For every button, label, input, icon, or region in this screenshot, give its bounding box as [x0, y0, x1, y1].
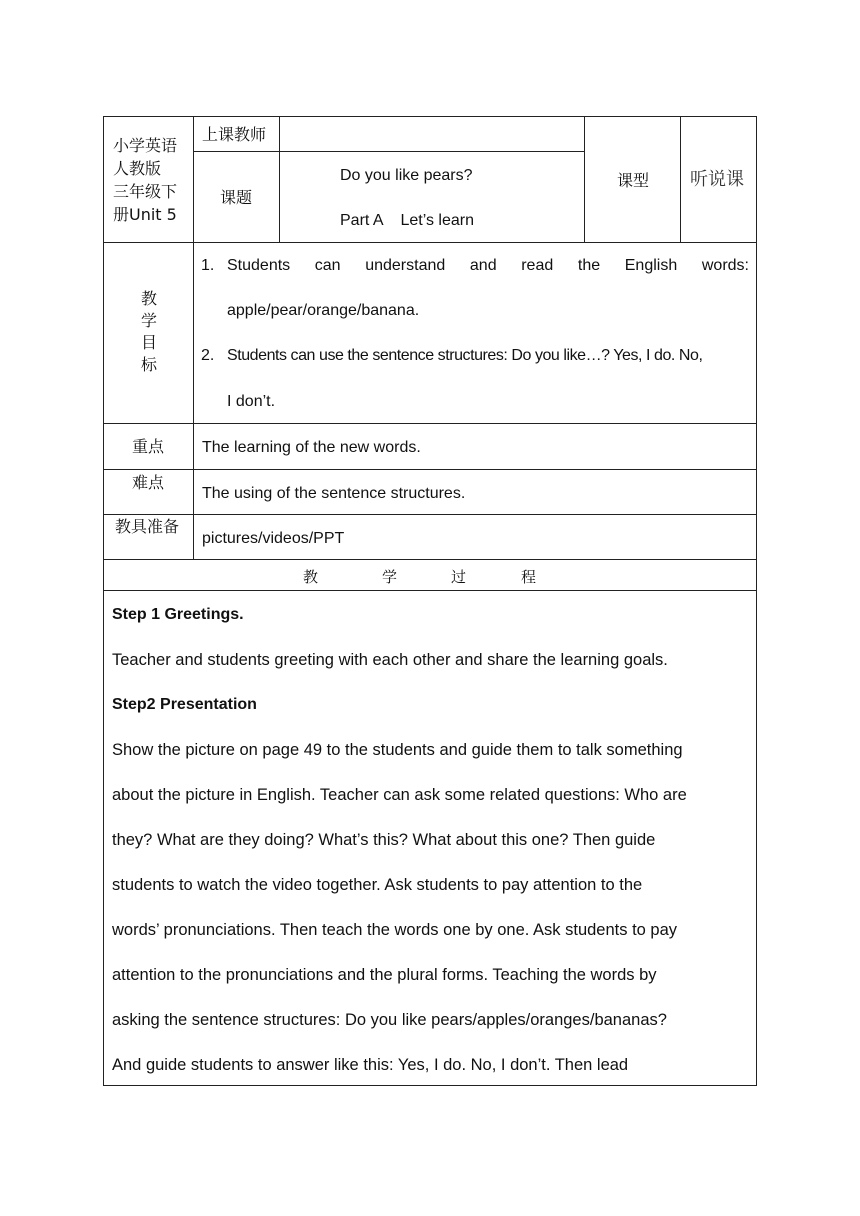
subject-line-3: 三年级下: [113, 182, 178, 201]
objective-1-line-1: Students can understand and read the English words:: [227, 257, 749, 274]
key-point-label-cell: [103, 423, 194, 470]
process-title-char-4: 程: [521, 568, 537, 586]
objective-2-line-2: I don’t.: [227, 393, 276, 410]
step2-title: Step2 Presentation: [112, 696, 257, 713]
subject-line-4: 册Unit 5: [113, 205, 177, 224]
difficulty-label-cell: [103, 469, 194, 515]
step2-line-8: And guide students to answer like this: Yes, I do. No, I don’t. Then lead: [112, 1056, 629, 1074]
objectives-label-char-4: 标: [141, 355, 158, 374]
process-body-cell: [103, 590, 757, 1086]
difficulty-label: 难点: [132, 473, 165, 492]
topic-label-cell: [193, 151, 280, 243]
step2-line-5: words’ pronunciations. Then teach the words one by one. Ask students to pay: [112, 921, 678, 939]
process-title-char-1: 教: [303, 568, 319, 586]
key-point-value-cell: [193, 423, 757, 470]
process-title-char-2: 学: [382, 568, 398, 586]
objective-1-number: 1.: [201, 257, 215, 274]
teacher-label-cell: [193, 116, 280, 152]
step2-line-2: about the picture in English. Teacher can ask some related questions: Who are: [112, 786, 687, 804]
step2-line-4: students to watch the video together. Ask students to pay attention to the: [112, 876, 643, 894]
objectives-label-char-2: 学: [141, 311, 158, 330]
teacher-label: 上课教师: [202, 125, 267, 144]
step2-line-6: attention to the pronunciations and the plural forms. Teaching the words by: [112, 966, 657, 984]
difficulty-value-cell: [193, 469, 757, 515]
subject-cell: [103, 116, 194, 243]
objective-1-line-2: apple/pear/orange/banana.: [227, 302, 420, 319]
step2-line-3: they? What are they doing? What’s this? What about this one? Then guide: [112, 831, 656, 849]
topic-value-cell: [279, 151, 585, 243]
objectives-label-char-3: 目: [141, 333, 158, 352]
teacher-value-cell: [279, 116, 585, 152]
type-value-cell: [680, 116, 757, 243]
topic-line-2: [340, 211, 474, 231]
step2-line-7: asking the sentence structures: Do you like pears/apples/oranges/bananas?: [112, 1011, 667, 1029]
objectives-label-cell: [103, 242, 194, 424]
objective-2-number: 2.: [201, 347, 215, 364]
materials-label: 教具准备: [115, 517, 180, 536]
objectives-label-char-1: 教: [141, 289, 158, 308]
process-title-char-3: 过: [451, 568, 467, 586]
topic-line-2-text: Part A Let’s learn: [340, 212, 475, 229]
key-point-value: The learning of the new words.: [202, 439, 421, 456]
subject-line-1: 小学英语: [113, 136, 178, 155]
step2-line-1: Show the picture on page 49 to the students and guide them to talk something: [112, 741, 683, 759]
materials-value: pictures/videos/PPT: [202, 530, 345, 547]
objective-2-line-1: Students can use the sentence structures: Do you like…? Yes, I do. No,: [227, 347, 703, 364]
topic-label: 课题: [220, 188, 253, 207]
subject-line-2: 人教版: [113, 159, 162, 178]
type-value: 听说课: [690, 169, 744, 190]
type-label: 课型: [617, 171, 650, 190]
lesson-plan-table: [103, 116, 757, 1086]
difficulty-value: The using of the sentence structures.: [202, 485, 466, 502]
materials-value-cell: [193, 514, 757, 560]
topic-line-1: Do you like pears?: [340, 167, 473, 184]
process-title-cell: [103, 559, 757, 591]
type-label-cell: [584, 116, 681, 243]
step1-text: Teacher and students greeting with each other and share the learning goals.: [112, 651, 668, 669]
step1-title: Step 1 Greetings.: [112, 606, 244, 623]
materials-label-cell: [103, 514, 194, 560]
key-point-label: 重点: [132, 437, 165, 456]
